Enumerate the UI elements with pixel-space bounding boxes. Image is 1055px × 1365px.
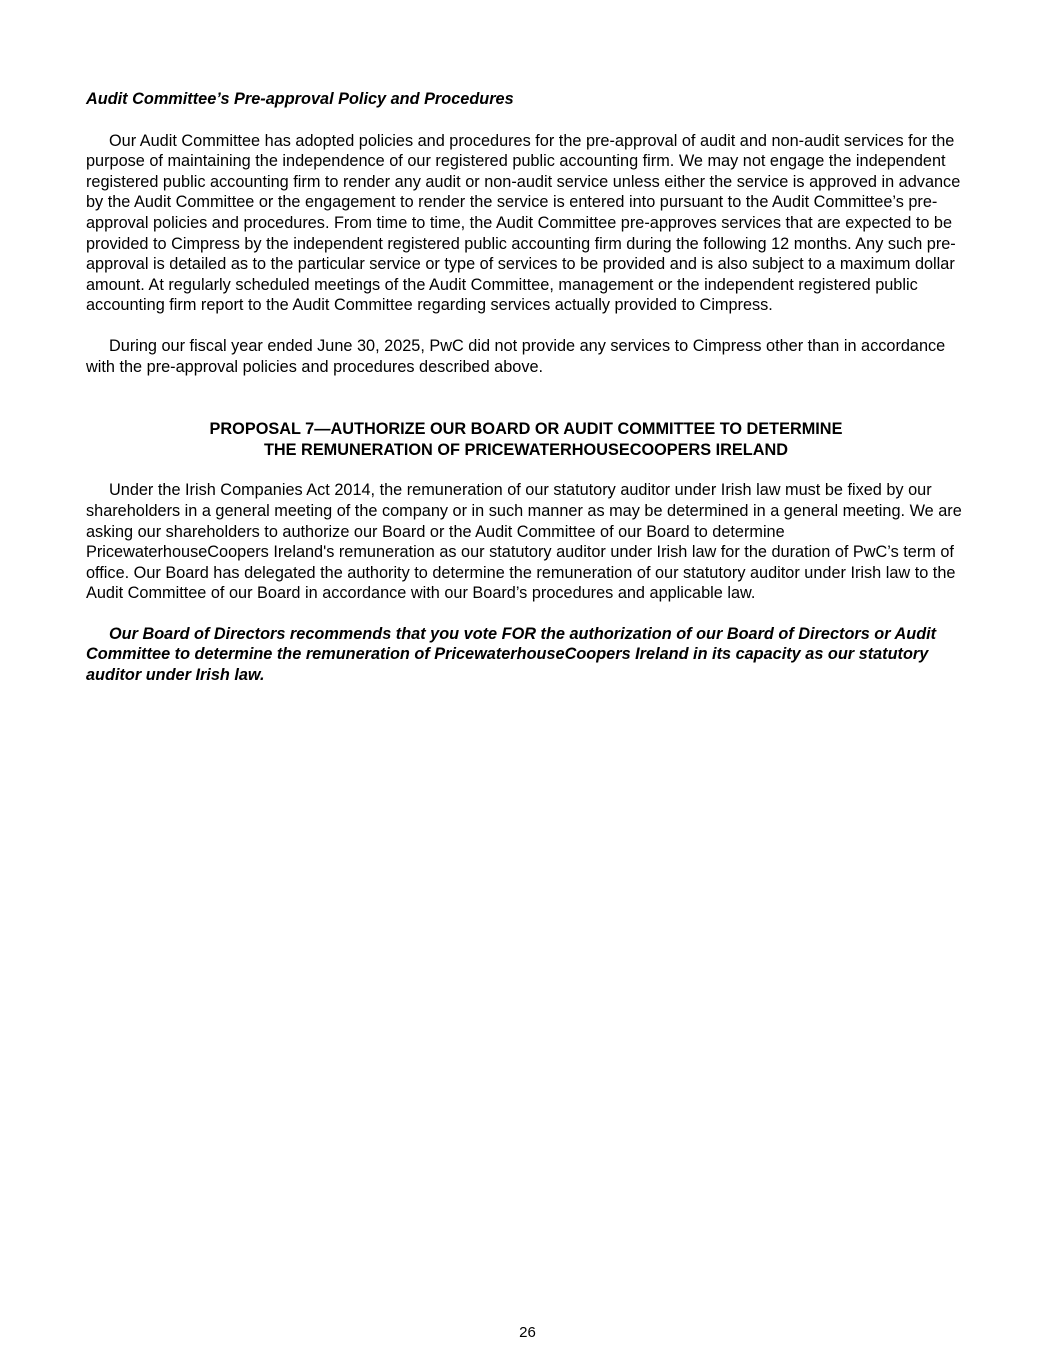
fiscal-year-paragraph: During our fiscal year ended June 30, 2025, PwC did not provide any services to Cimpress other than in accordance with the pre-approval policies and procedures described above. <box>86 336 946 376</box>
board-recommendation: Our Board of Directors recommends that you vote FOR the authorization of our Board of Directors or Audit Committee to determine the remuneration of PricewaterhouseCoopers Ireland in its capacity as our statutory auditor under Irish law. <box>86 624 937 685</box>
section-heading: Audit Committee’s Pre-approval Policy and Procedures <box>86 90 514 108</box>
proposal-title-line2: THE REMUNERATION OF PRICEWATERHOUSECOOPERS IRELAND <box>263 440 789 459</box>
document-page <box>86 89 966 706</box>
proposal-title-line1: PROPOSAL 7—AUTHORIZE OUR BOARD OR AUDIT COMMITTEE TO DETERMINE <box>209 420 843 439</box>
page-number: 26 <box>519 1324 536 1341</box>
pre-approval-paragraph: Our Audit Committee has adopted policies and procedures for the pre-approval of audit and non-audit services for the purpose of maintaining the independence of our registered public accounting firm. We may not engage the independent registered public accounting firm to render any audit or non-audit service unless either the service is approved in advance by the Audit Committee or the engagement to render the service is entered into pursuant to the Audit Committee’s pre-approval policies and procedures. From time to time, the Audit Committee pre-approves services that are expected to be provided to Cimpress by the independent registered public accounting firm during the following 12 months. Any such pre-approval is detailed as to the particular service or type of services to be provided and is also subject to a maximum dollar amount. At regularly scheduled meetings of the Audit Committee, management or the independent registered public accounting firm report to the Audit Committee regarding services actually provided to Cimpress. <box>86 131 961 315</box>
proposal-title <box>86 419 966 460</box>
proposal-body-paragraph: Under the Irish Companies Act 2014, the remuneration of our statutory auditor under Irish law must be fixed by our shareholders in a general meeting of the company or in such manner as may be determined in a general meeting. We are asking our shareholders to authorize our Board or the Audit Committee of our Board to determine PricewaterhouseCoopers Ireland's remuneration as our statutory auditor under Irish law for the duration of PwC’s term of office. Our Board has delegated the authority to determine the remuneration of our statutory auditor under Irish law to the Audit Committee of our Board in accordance with our Board’s procedures and applicable law. <box>86 481 962 603</box>
